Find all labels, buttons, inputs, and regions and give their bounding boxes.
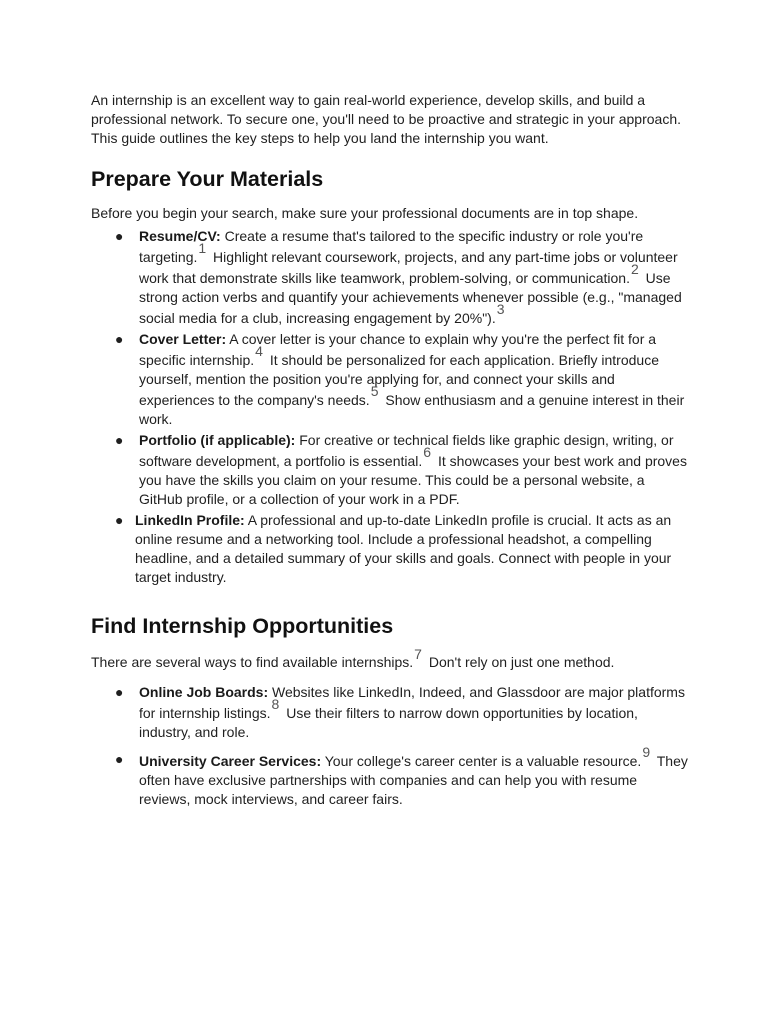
section1-lead: Before you begin your search, make sure your professional documents are in top shape. bbox=[91, 205, 639, 221]
bullet-icon: ● bbox=[115, 432, 124, 448]
list-item-job-boards bbox=[91, 683, 691, 742]
item-label: University Career Services: bbox=[139, 753, 322, 769]
item-text: Use their filters to narrow down opportunities by location, industry, and role. bbox=[139, 705, 638, 740]
item-label: Resume/CV: bbox=[139, 228, 221, 244]
list-item-resume bbox=[91, 227, 691, 328]
item-text: It showcases your best work and proves you have the skills you claim on your resume. This could be a personal website, a GitHub profile, or a collection of your work in a PDF. bbox=[139, 453, 687, 507]
item-text: Show enthusiasm and a genuine interest in their work. bbox=[139, 392, 685, 427]
heading-prepare-materials: Prepare Your Materials bbox=[91, 167, 324, 191]
item-label: Portfolio (if applicable): bbox=[139, 432, 296, 448]
item-text: Create a resume that's tailored to the specific industry or role you're targeting. bbox=[139, 228, 644, 265]
lead-text: Don't rely on just one method. bbox=[424, 654, 615, 670]
bullet-icon: ● bbox=[115, 751, 124, 767]
item-text: A cover letter is your chance to explain why you're the perfect fit for a specific internship. bbox=[139, 331, 657, 368]
item-career-body: University Career Services: Your college's career center is a valuable resource.9 They often have exclusive partnerships with companies and can help you with resume reviews, mock interviews, and career fairs. bbox=[139, 744, 688, 807]
intro-paragraph: An internship is an excellent way to gain real-world experience, develop skills, and build a professional network. To secure one, you'll need to be proactive and strategic in your approach. This guide outlines the key steps to help you land the internship you want. bbox=[91, 92, 681, 146]
item-text: Use strong action verbs and quantify your achievements whenever possible (e.g., "managed social media for a club, increasing engagement by 20%"). bbox=[139, 270, 682, 326]
item-cover-body: Cover Letter: A cover letter is your chance to explain why you're the perfect fit for a specific internship.4 It should be personalized for each application. Briefly introduce yourself, mention the position you're applying for, and connect your skills and experiences to the company's needs.5 Show enthusiasm and a genuine interest in their work. bbox=[139, 331, 685, 427]
item-text: A professional and up-to-date LinkedIn profile is crucial. It acts as an online resume and a networking tool. Include a professional headshot, a compelling headline, and a detailed summary of your skills and goals. Connect with people in your target industry. bbox=[135, 512, 672, 585]
item-text: For creative or technical fields like graphic design, writing, or software development, a portfolio is essential. bbox=[139, 432, 674, 469]
item-label: LinkedIn Profile: bbox=[135, 512, 245, 528]
item-label: Cover Letter: bbox=[139, 331, 227, 347]
item-text: It should be personalized for each application. Briefly introduce yourself, mention the position you're applying for, and connect your skills and experiences to the company's needs. bbox=[139, 352, 659, 408]
heading-find-opportunities: Find Internship Opportunities bbox=[91, 614, 394, 638]
bullet-icon: ● bbox=[115, 684, 124, 700]
bullet-icon: ● bbox=[115, 228, 124, 244]
item-jobboards-body: Online Job Boards: Websites like LinkedIn, Indeed, and Glassdoor are major platforms for internship listings.8 Use their filters to narrow down opportunities by location, industry, and role. bbox=[139, 684, 685, 740]
item-text: They often have exclusive partnerships with companies and can help you with resume reviews, mock interviews, and career fairs. bbox=[139, 753, 688, 807]
lead-text: There are several ways to find available internships. bbox=[91, 654, 414, 670]
item-text: Your college's career center is a valuable resource. bbox=[321, 753, 642, 769]
section2-lead bbox=[91, 646, 691, 675]
footnote-ref-7[interactable]: 7 bbox=[414, 646, 422, 663]
list-item-cover-letter bbox=[91, 330, 691, 429]
item-resume-body: Resume/CV: Create a resume that's tailored to the specific industry or role you're targeting.1 Highlight relevant coursework, projects, and any part-time jobs or volunteer work that demonstrate skills like teamwork, problem-solving, or communication.2 Use strong action verbs and quantify your achievements whenever possible (e.g., "managed social media for a club, increasing engagement by 20%").3 bbox=[139, 228, 682, 326]
list-item-career-services bbox=[91, 744, 691, 809]
bullet-icon: ● bbox=[115, 512, 124, 528]
list-item-portfolio bbox=[91, 431, 691, 509]
item-portfolio-body: Portfolio (if applicable): For creative or technical fields like graphic design, writing, or software development, a portfolio is essential.6 It showcases your best work and proves you have the skills you claim on your resume. This could be a personal website, a GitHub profile, or a collection of your work in a PDF. bbox=[139, 432, 687, 507]
list-item-linkedin bbox=[91, 511, 691, 587]
materials-list bbox=[91, 227, 691, 587]
item-text: Websites like LinkedIn, Indeed, and Glassdoor are major platforms for internship listings. bbox=[139, 684, 685, 721]
opportunities-list bbox=[91, 683, 691, 809]
item-label: Online Job Boards: bbox=[139, 684, 269, 700]
document-page bbox=[91, 91, 691, 811]
item-text: Highlight relevant coursework, projects, and any part-time jobs or volunteer work that demonstrate skills like teamwork, problem-solving, or communication. bbox=[139, 249, 678, 286]
bullet-icon: ● bbox=[115, 331, 124, 347]
item-linkedin-body bbox=[135, 511, 691, 587]
